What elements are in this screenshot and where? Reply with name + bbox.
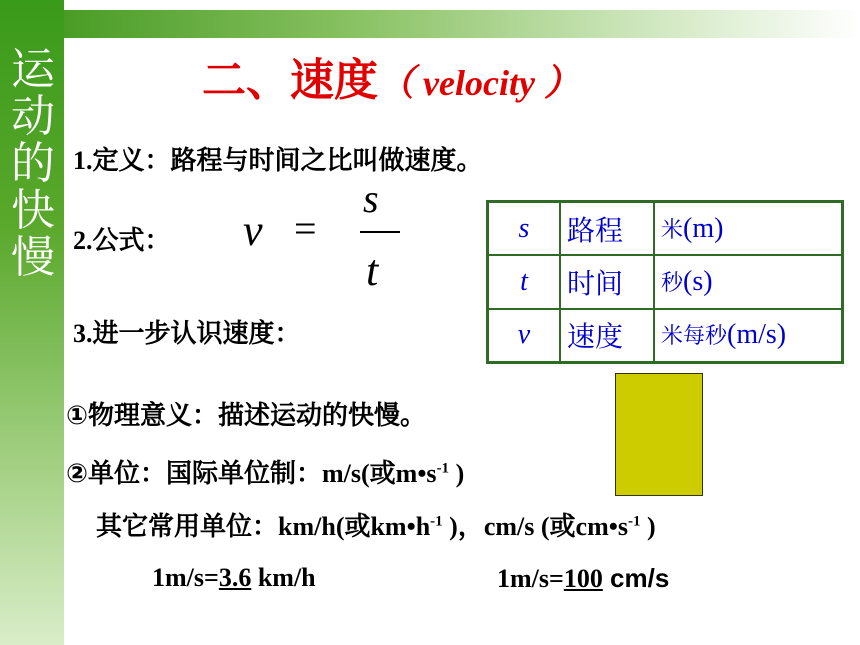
formula-label-line [73, 220, 171, 257]
table-row [488, 309, 843, 363]
other-units-cms: )，cm/s (或cm•s [442, 512, 628, 541]
table-symbol: v [488, 309, 561, 363]
slide-title [202, 44, 580, 108]
table-row [488, 255, 843, 308]
unit-exponent: -1 [436, 460, 450, 477]
formula-label: 公式： [92, 226, 171, 256]
unit-prefix: ②单位：国际单位制： [66, 459, 323, 489]
yellow-box [615, 373, 703, 496]
formula-numerator: s [363, 176, 379, 221]
other-units-close: ) [640, 512, 656, 541]
table-unit-si: (m/s) [727, 319, 787, 351]
definition-line [73, 140, 483, 177]
meaning-line: ①物理意义：描述运动的快慢。 [66, 401, 427, 431]
other-units-prefix: 其它常用单位： [96, 512, 279, 542]
table-unit-si: (m) [683, 212, 724, 244]
sidebar [0, 0, 64, 645]
conversion-kmh [152, 563, 316, 593]
definition-text: 定义：路程与时间之比叫做速度。 [92, 146, 483, 176]
unit-line [66, 453, 464, 490]
table-name: 时间 [560, 255, 654, 308]
further-text: 进一步认识速度： [92, 319, 301, 349]
slide-title-english: （ velocity ） [378, 63, 580, 103]
formula-velocity-symbol: v [243, 206, 263, 255]
other-units-kmh: km/h(或km•h [278, 512, 431, 541]
quantity-table [486, 200, 844, 364]
fraction-bar [360, 231, 400, 233]
conversion-cms-value: 100 [563, 564, 603, 593]
table-symbol: s [488, 202, 561, 256]
conversion-kmh-unit: km/h [251, 563, 316, 592]
conversion-cms-lhs: 1m/s= [497, 564, 564, 593]
other-units-exponent-2: -1 [627, 513, 641, 530]
slide-title-main: 二、速度 [202, 55, 378, 106]
table-unit [654, 309, 843, 363]
conversion-cms [497, 563, 669, 594]
conversion-cms-unit: cm/s [602, 563, 670, 593]
table-unit [654, 255, 843, 308]
unit-si-text: m/s(或m•s [322, 459, 437, 488]
unit-close: ) [449, 459, 465, 488]
formula-number: 2. [73, 226, 93, 255]
other-units-exponent-1: -1 [430, 513, 443, 530]
further-line [73, 313, 301, 350]
table-name: 速度 [560, 309, 654, 363]
table-unit-cjk: 秒 [661, 270, 684, 296]
formula-equals: = [294, 206, 317, 251]
conversion-kmh-lhs: 1m/s= [152, 563, 219, 592]
other-units-line [96, 506, 656, 543]
definition-number: 1. [73, 146, 93, 175]
conversion-kmh-value: 3.6 [218, 563, 252, 592]
table-row [488, 202, 843, 256]
formula-denominator: t [366, 246, 379, 295]
top-decor-bar [64, 10, 860, 38]
table-unit [654, 202, 843, 256]
further-number: 3. [73, 319, 93, 348]
sidebar-title: 运动的快慢 [11, 44, 55, 283]
table-unit-cjk: 米 [661, 217, 684, 243]
table-unit-si: (s) [683, 265, 713, 297]
table-name: 路程 [560, 202, 654, 256]
table-unit-cjk: 米每秒 [661, 324, 728, 350]
table-symbol: t [488, 255, 561, 308]
